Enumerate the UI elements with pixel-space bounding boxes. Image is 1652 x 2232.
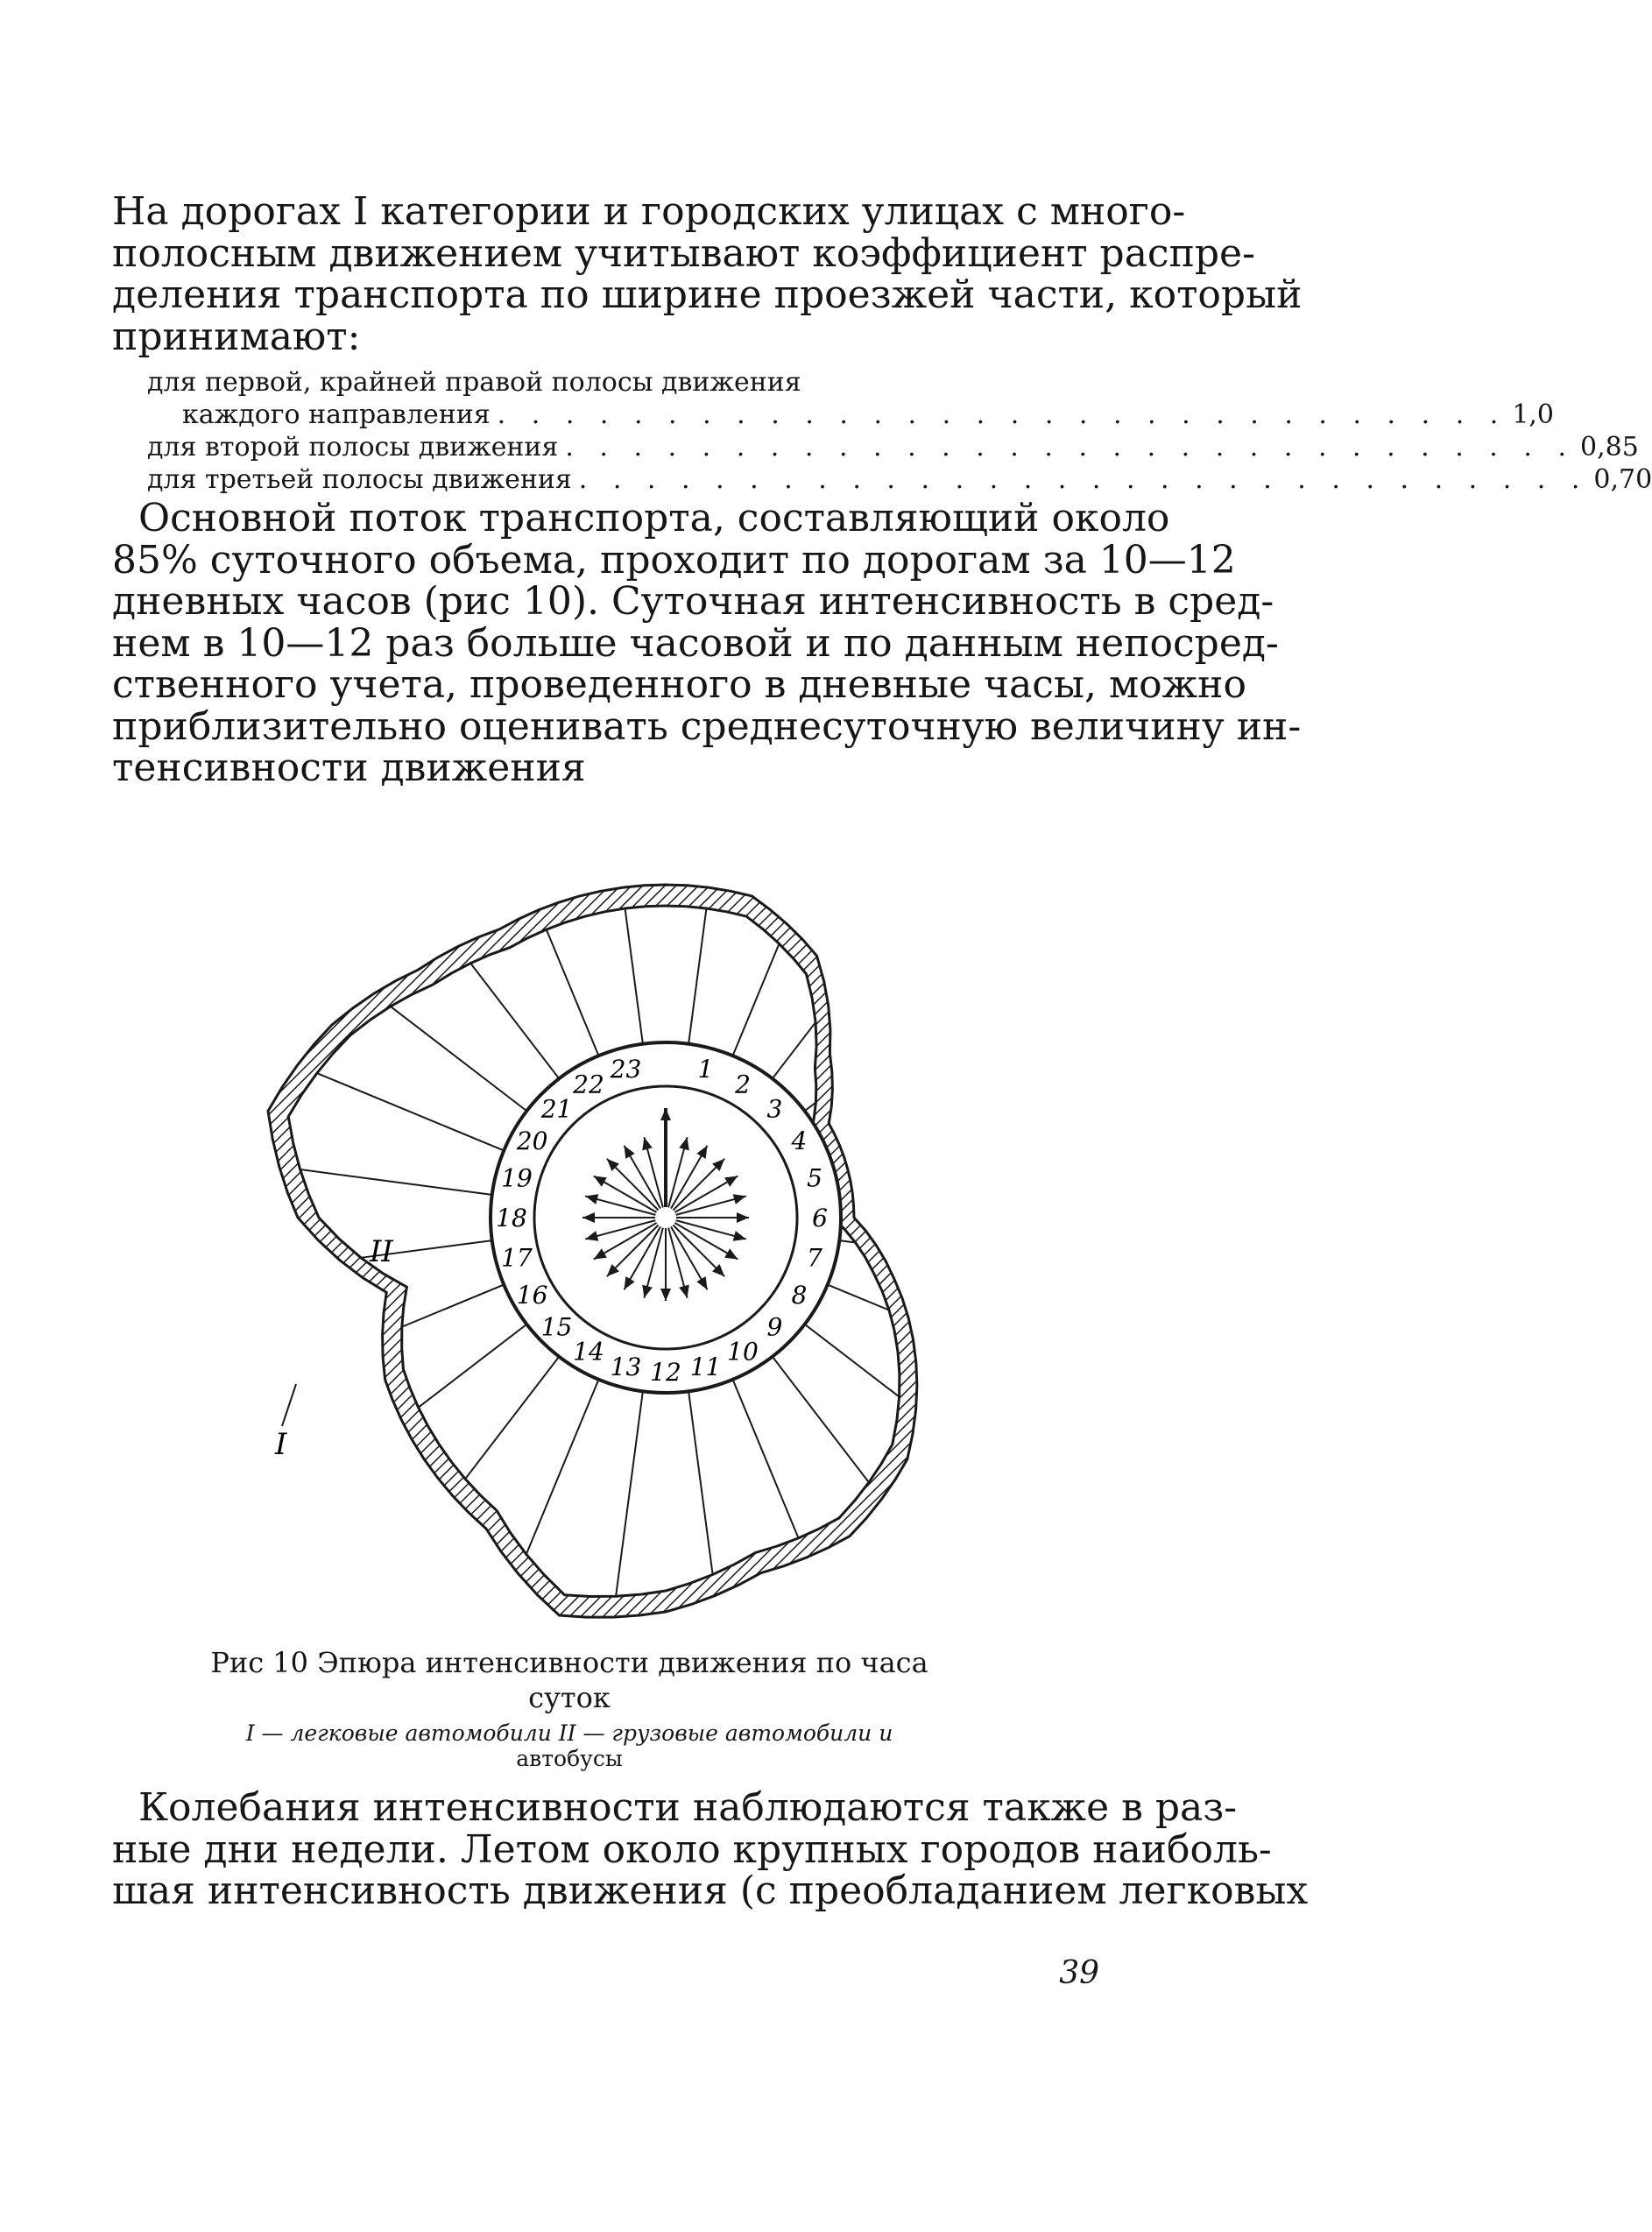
figure-caption xyxy=(175,1645,964,1771)
text-line: На дорогах I категории и городских улицах с много- xyxy=(112,189,1186,234)
text-line: тенсивности движения xyxy=(112,745,586,790)
hour-label: 3 xyxy=(766,1094,783,1124)
text-line: принимают: xyxy=(112,314,361,359)
text-line: 85% суточного объема, проходит по дорогам за 10—12 xyxy=(112,537,1236,583)
text-line: полосным движением учитывают коэффициент распре- xyxy=(112,230,1255,276)
leader-dots: . . . . . . . . . . . . . . . . . . . . . . . . . . . . . . xyxy=(565,432,1575,463)
region-label-cars: I xyxy=(275,1427,287,1462)
leader-dots: . . . . . . . . . . . . . . . . . . . . . . . . . . . . . . xyxy=(578,464,1589,495)
hour-label: 21 xyxy=(540,1094,573,1124)
coefficient-value: 0,70 xyxy=(1593,464,1652,495)
region-label-leader xyxy=(282,1384,296,1426)
hour-label: 17 xyxy=(501,1243,533,1273)
text-line: приблизительно оценивать среднесуточную величину ин- xyxy=(112,703,1302,749)
coefficient-row-1-label xyxy=(147,366,988,399)
text-line: шая интенсивность движения (с преобладанием легковых xyxy=(112,1868,1309,1913)
hour-label: 2 xyxy=(735,1070,751,1099)
coefficient-label: для третьей полосы движения xyxy=(147,464,572,495)
hour-label: 8 xyxy=(791,1281,808,1310)
paragraph-intro xyxy=(112,189,1303,359)
coefficient-value: 0,85 xyxy=(1580,432,1639,463)
traffic-intensity-diagram xyxy=(175,806,964,1629)
hour-label: 9 xyxy=(766,1312,783,1342)
hour-label: 13 xyxy=(610,1353,642,1382)
hour-label: 23 xyxy=(610,1054,642,1084)
paragraph-main-flow xyxy=(112,496,1302,790)
caption-title-cont: суток xyxy=(528,1681,611,1714)
hour-label: 12 xyxy=(650,1358,681,1387)
text-line: нем в 10—12 раз больше часовой и по данным непосред- xyxy=(112,620,1279,666)
coefficient-label: каждого направления xyxy=(182,399,491,430)
coefficient-row-2 xyxy=(147,431,1639,463)
caption-legend-cont: автобусы xyxy=(516,1746,623,1771)
hour-label: 11 xyxy=(689,1353,722,1382)
caption-title: Рис 10 Эпюра интенсивности движения по часа xyxy=(210,1646,928,1679)
hour-label: 18 xyxy=(496,1204,527,1233)
hour-label: 10 xyxy=(727,1337,759,1367)
region-label-trucks: II xyxy=(370,1234,393,1269)
coefficient-label: для первой, крайней правой полосы движения xyxy=(147,367,801,398)
hour-label: 1 xyxy=(697,1054,714,1084)
coefficient-list xyxy=(147,366,1652,496)
hour-label: 6 xyxy=(812,1204,828,1233)
hour-label: 20 xyxy=(516,1127,548,1155)
hour-label: 15 xyxy=(540,1312,573,1342)
paragraph-weekly xyxy=(112,1785,1309,1913)
leader-dots: . . . . . . . . . . . . . . . . . . . . . . . . . . . . . . xyxy=(497,399,1507,430)
hour-label: 7 xyxy=(807,1243,822,1273)
text-line: ные дни недели. Летом около крупных городов наиболь- xyxy=(112,1826,1272,1872)
hour-label: 5 xyxy=(807,1163,822,1193)
hour-label: 22 xyxy=(573,1070,604,1099)
hour-label: 16 xyxy=(516,1281,548,1310)
coefficient-row-3 xyxy=(147,463,1652,496)
page-number: 39 xyxy=(1059,1955,1099,1991)
text-line: Колебания интенсивности наблюдаются также в раз- xyxy=(138,1785,1238,1830)
hour-label: 4 xyxy=(791,1127,808,1155)
coefficient-label: для второй полосы движения xyxy=(147,432,559,463)
hour-label: 19 xyxy=(501,1163,533,1193)
hour-label: 14 xyxy=(573,1337,604,1367)
text-line: дневных часов (рис 10). Суточная интенсивность в сред- xyxy=(112,579,1274,624)
text-line: деления транспорта по ширине проезжей части, который xyxy=(112,272,1303,317)
caption-legend: I — легковые автомобили II — грузовые автомобили и xyxy=(245,1720,893,1746)
text-line: ственного учета, проведенного в дневные часы, можно xyxy=(112,662,1246,707)
coefficient-value: 1,0 xyxy=(1512,399,1555,430)
text-line: Основной поток транспорта, составляющий около xyxy=(138,496,1170,540)
coefficient-row-1 xyxy=(147,399,1555,431)
